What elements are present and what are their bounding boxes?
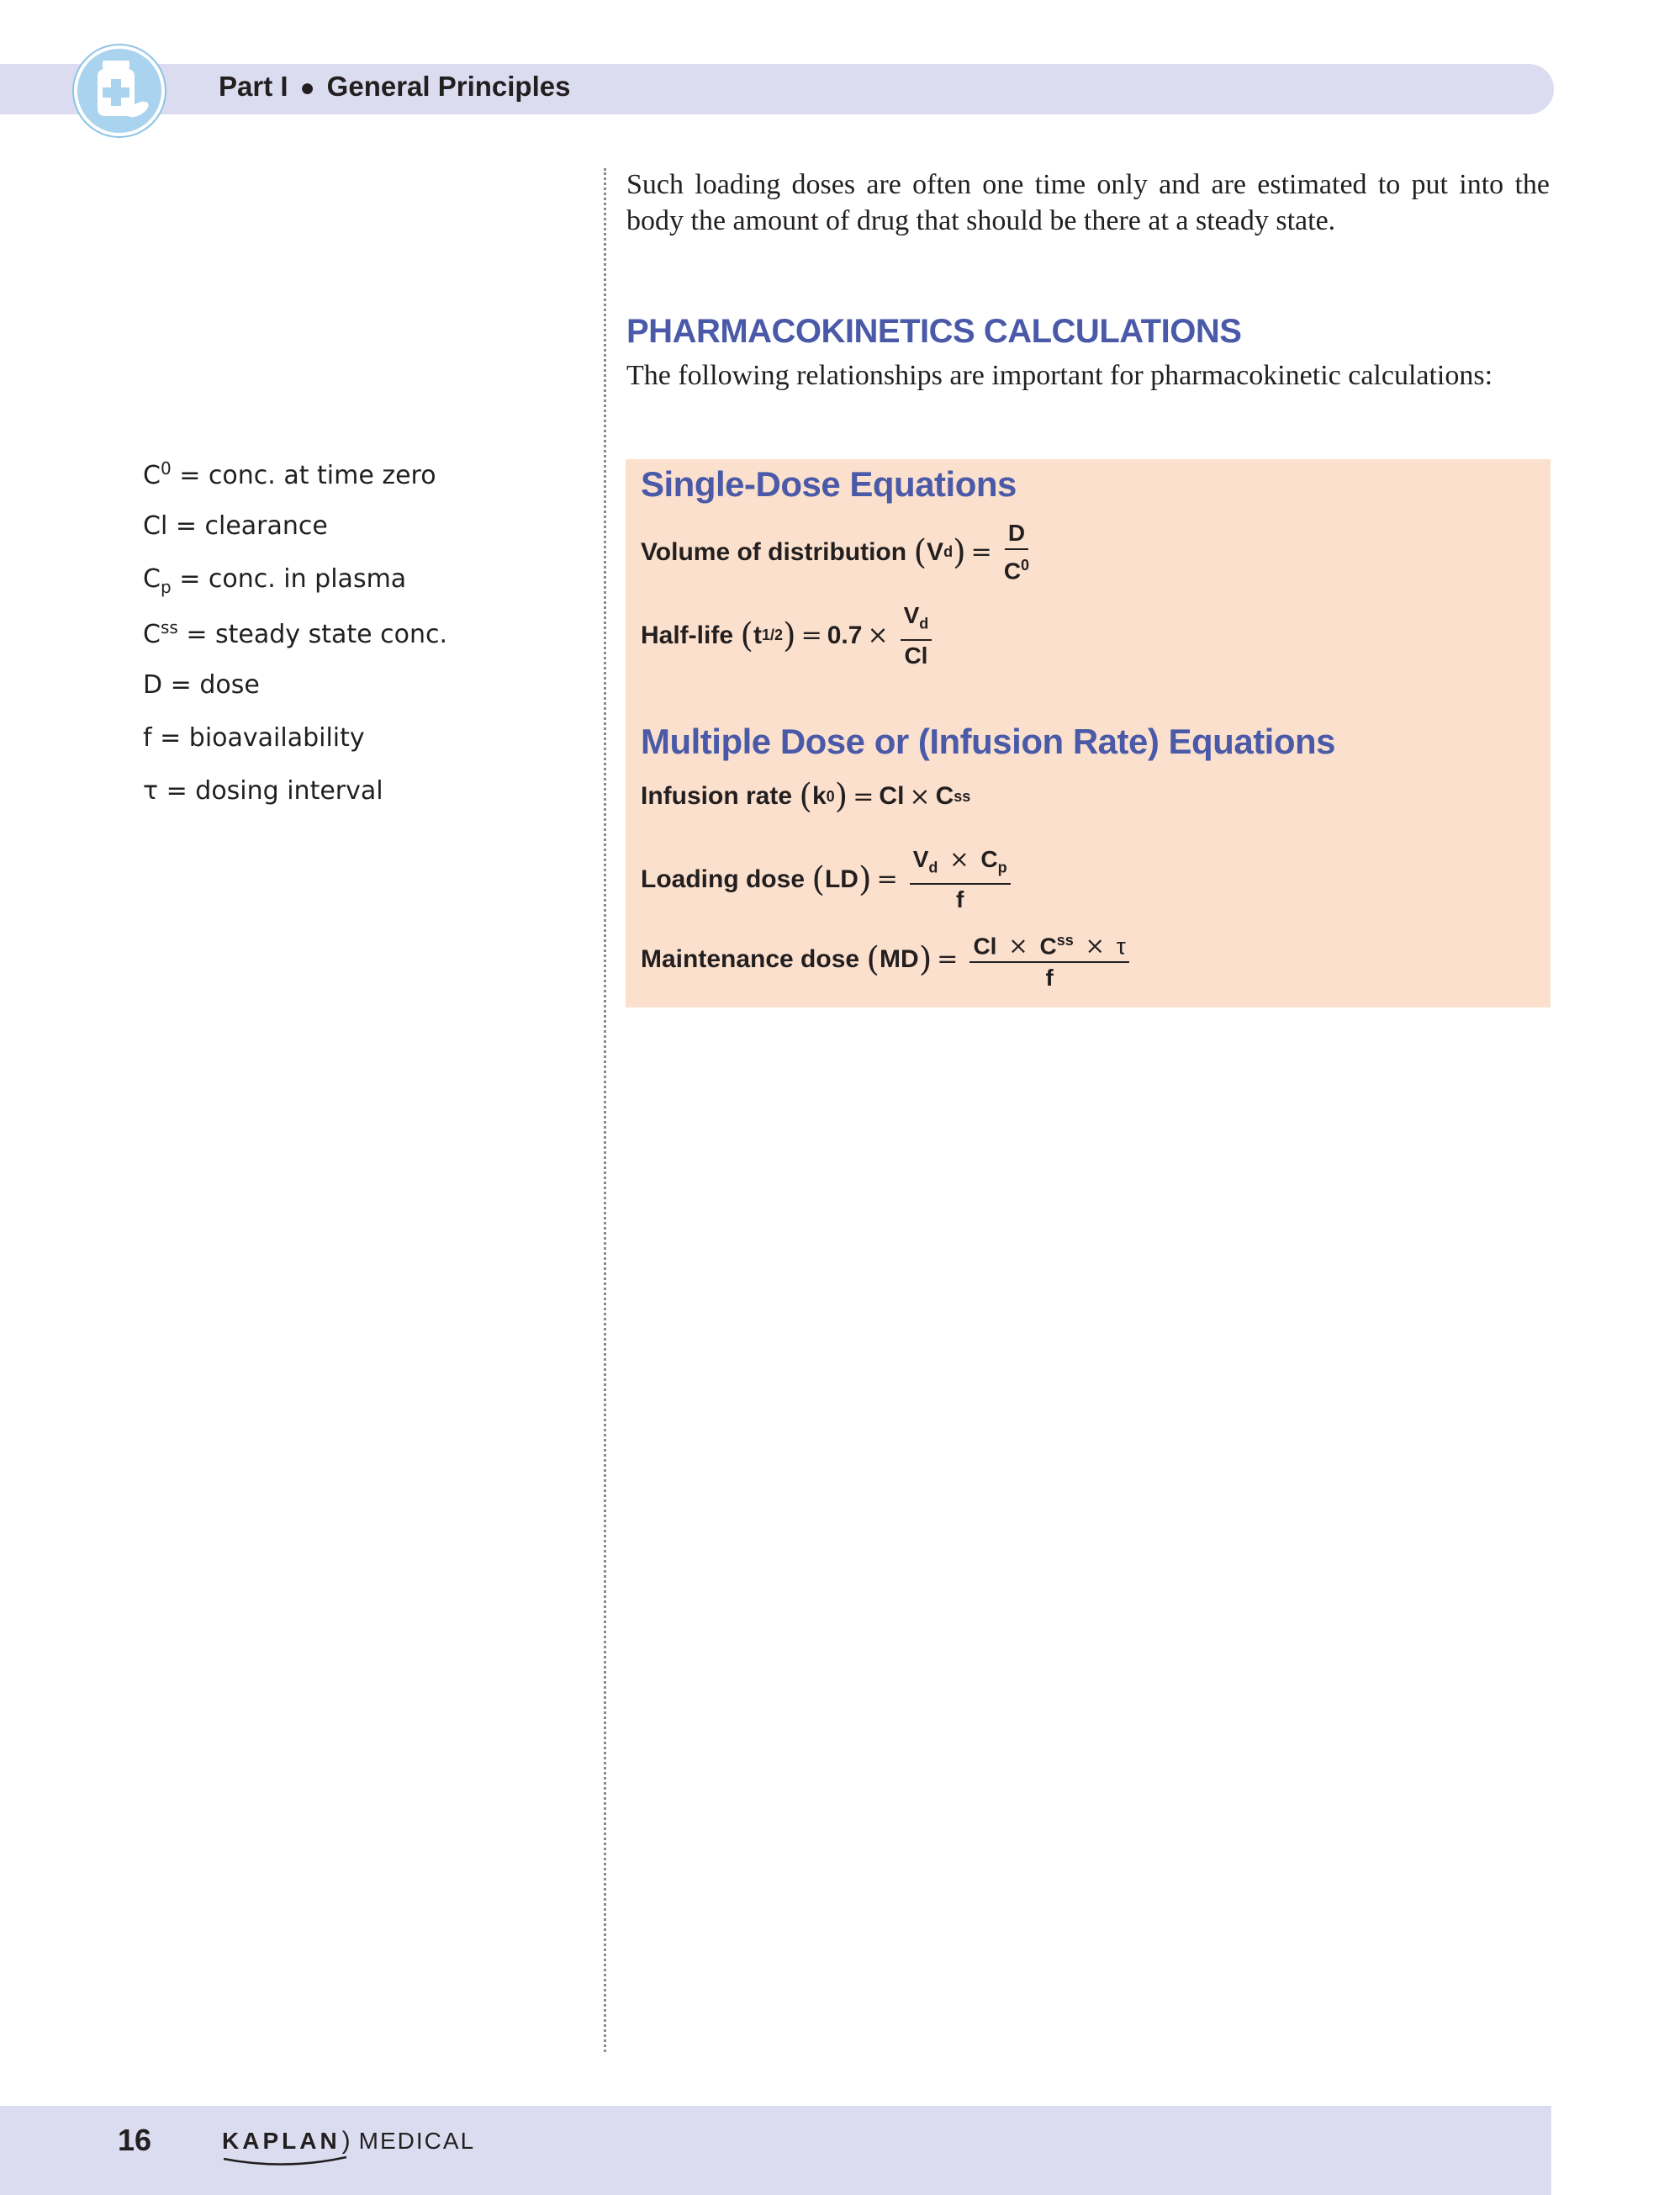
multiple-dose-title: Multiple Dose or (Infusion Rate) Equations	[641, 722, 1336, 761]
main-column	[626, 167, 1550, 239]
bullet-separator: ●	[299, 74, 315, 102]
section-intro: The following relationships are important for pharmacokinetic calculations:	[626, 360, 1493, 391]
infusion-rate-equation: Infusion rate ( k 0 ) = Cl × C ss	[641, 777, 971, 816]
symbol-glossary	[143, 458, 580, 829]
chapter-title: General Principles	[326, 71, 571, 102]
brand-swoosh-icon	[222, 2155, 348, 2167]
equation-box	[626, 459, 1551, 1008]
brand-bracket: )	[341, 2127, 352, 2155]
glossary-item-c0: $C^0$ = conc. at time zero	[143, 458, 436, 490]
section-title: PHARMACOKINETICS CALCULATIONS	[626, 313, 1242, 350]
half-life-equation: Half-life ( t 1/2 ) = 0.7 × $\frac{V_d}{Cl}$	[641, 602, 932, 669]
page-number: 16	[118, 2123, 152, 2157]
loading-dose-equation: Loading dose ( LD ) = $\frac{V_d \times C_p}{f}$	[641, 846, 1011, 913]
glossary-item-css: $C^{ss}$ = steady state conc.	[143, 617, 447, 649]
maintenance-dose-equation: Maintenance dose ( MD ) = $\frac{Cl \times C^{ss} \times \tau}{f}$	[641, 927, 1129, 992]
glossary-item-tau: τ = dosing interval	[143, 776, 383, 806]
glossary-item-d: D = dose	[143, 670, 260, 700]
intro-paragraph: Such loading doses are often one time only and are estimated to put into the body the amount of drug that should be there at a steady state.	[626, 169, 1550, 236]
glossary-item-f: f = bioavailability	[143, 723, 365, 753]
glossary-item-cl: Cl = clearance	[143, 511, 328, 541]
glossary-item-cp: $C_p$ = conc. in plasma	[143, 564, 407, 597]
brand-suffix: MEDICAL	[358, 2128, 476, 2154]
running-header	[219, 71, 570, 103]
single-dose-title: Single-Dose Equations	[641, 464, 1017, 504]
brand-name: KAPLAN	[222, 2128, 341, 2154]
column-divider	[604, 168, 606, 2052]
publisher-logo	[222, 2127, 475, 2155]
volume-distribution-equation: Volume of distribution ( V d ) = $\frac{D}{C^0}$	[641, 520, 1030, 584]
medicine-bottle-icon	[74, 45, 165, 136]
part-label: Part I	[219, 71, 288, 102]
